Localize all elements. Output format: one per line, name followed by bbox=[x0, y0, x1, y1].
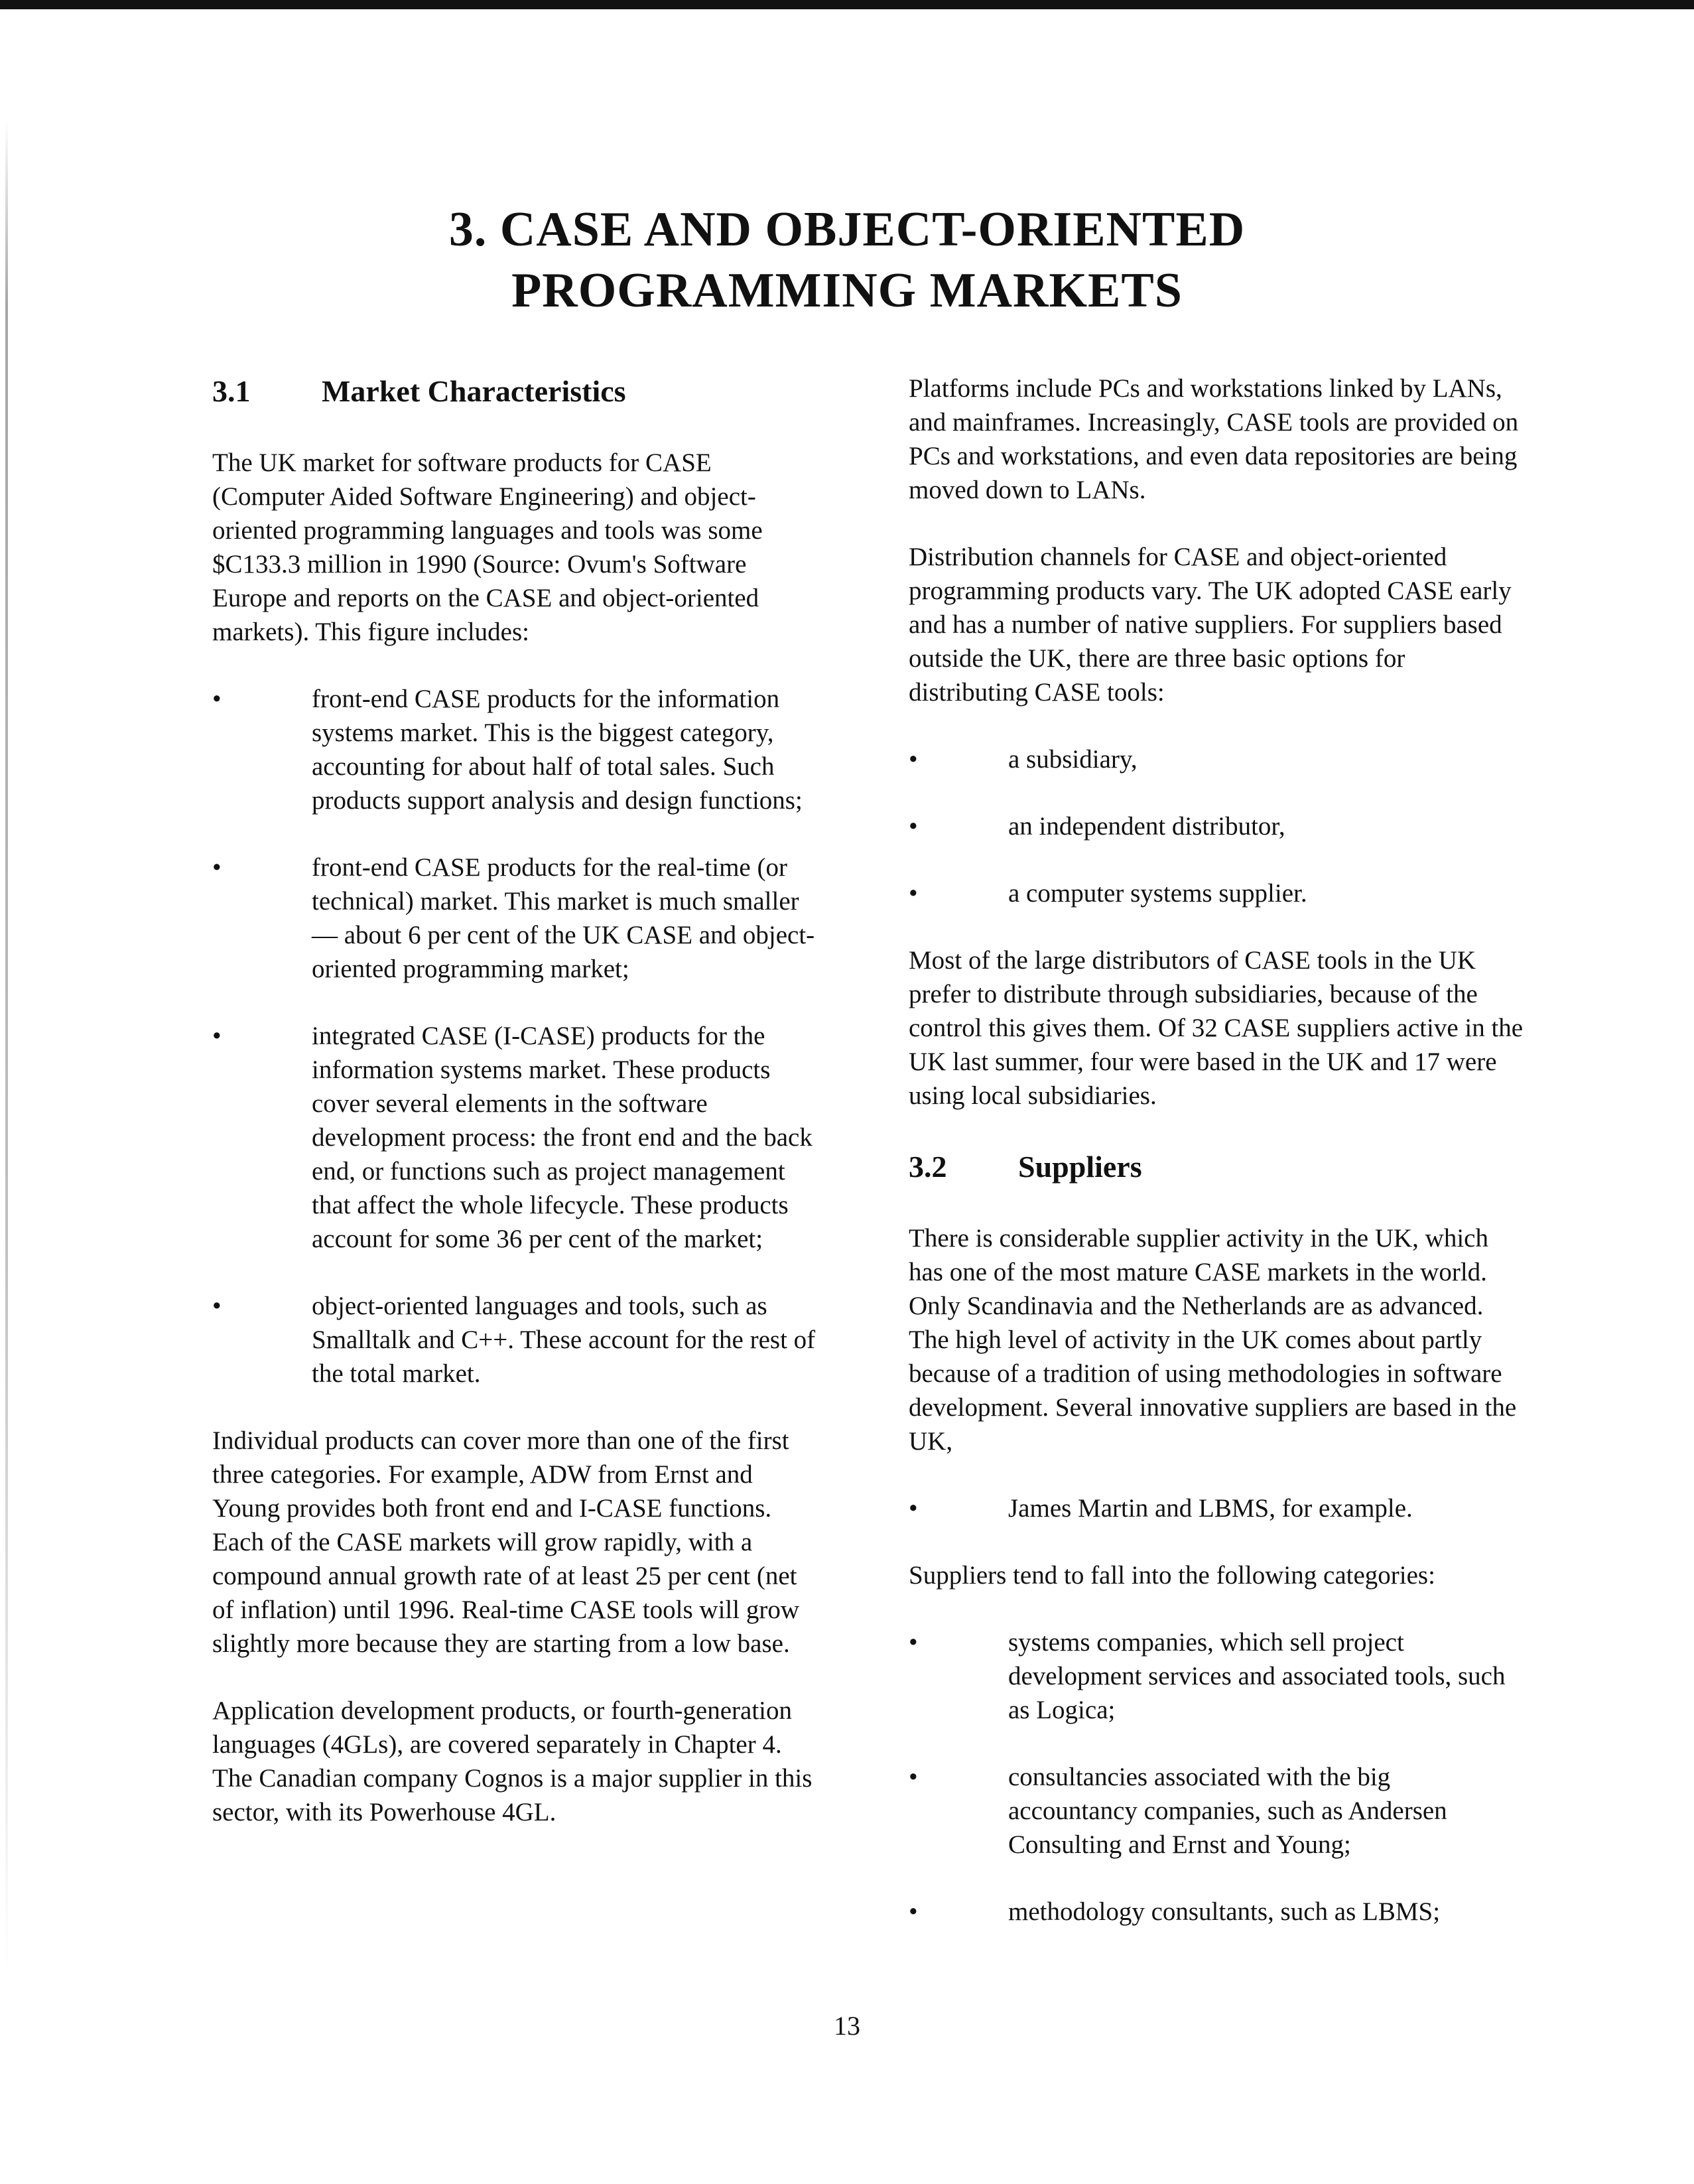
list-item-text: systems companies, which sell project development services and associated tools, such as Logica; bbox=[1008, 1628, 1506, 1724]
right-column bbox=[909, 372, 1526, 1929]
list-item-text: a subsidiary, bbox=[1008, 745, 1138, 774]
section-heading-3-1 bbox=[212, 372, 822, 411]
distribution-options-list bbox=[909, 742, 1526, 910]
list-item-text: object-oriented languages and tools, such as Smalltalk and C++. These account for the rest of the total market. bbox=[312, 1292, 816, 1388]
list-item bbox=[909, 1625, 1526, 1727]
list-item bbox=[909, 809, 1526, 843]
section-title: Market Characteristics bbox=[322, 374, 626, 408]
list-item bbox=[909, 1760, 1526, 1862]
list-item bbox=[909, 876, 1526, 910]
list-item bbox=[909, 1491, 1526, 1525]
list-item-text: an independent distributor, bbox=[1008, 812, 1285, 841]
list-item-text: a computer systems supplier. bbox=[1008, 879, 1307, 908]
market-category-list bbox=[212, 682, 822, 1391]
list-item bbox=[909, 1895, 1526, 1929]
list-item-text: front-end CASE products for the real-time (or technical) market. This market is much smaller — about 6 per cent of the UK CASE and object-oriented programming market; bbox=[312, 853, 815, 983]
list-item-text: integrated CASE (I-CASE) products for the information systems market. These products cover several elements in the software development process: the front end and the back end, or functions such as project management that affect the whole lifecycle. These products account for some 36 per cent of the market; bbox=[312, 1022, 813, 1253]
list-item bbox=[909, 742, 1526, 776]
list-item-text: methodology consultants, such as LBMS; bbox=[1008, 1897, 1441, 1926]
bullet-icon: • bbox=[909, 812, 918, 841]
individual-products-paragraph: Individual products can cover more than one of the first three categories. For example, ADW from Ernst and Young provides both front end and I-CASE functions. Each of the CASE markets will grow rapidly, with a compound annual growth rate of at least 25 per cent (net of inflation) until 1996. Real-time CASE tools will grow slightly more because they are starting from a low base. bbox=[212, 1426, 800, 1658]
bullet-icon: • bbox=[212, 1292, 222, 1320]
section-number: 3.2 bbox=[909, 1150, 947, 1184]
bullet-icon: • bbox=[909, 745, 918, 774]
bullet-icon: • bbox=[909, 1628, 918, 1657]
top-border-rule bbox=[0, 0, 1694, 9]
chapter-title-line-1: 3. CASE AND OBJECT-ORIENTED bbox=[448, 202, 1246, 257]
scan-left-edge bbox=[5, 119, 8, 1977]
list-item bbox=[212, 1289, 822, 1391]
list-item bbox=[212, 682, 822, 817]
supplier-categories-intro: Suppliers tend to fall into the following categories: bbox=[909, 1561, 1435, 1590]
application-development-paragraph: Application development products, or fourth-generation languages (4GLs), are covered separately in Chapter 4. The Canadian company Cognos is a major supplier in this sector, with its Powerhouse 4GL. bbox=[212, 1696, 813, 1826]
section-number: 3.1 bbox=[212, 374, 251, 408]
market-intro-paragraph: The UK market for software products for CASE (Computer Aided Software Engineering) and object-oriented programming languages and tools was some $C133.3 million in 1990 (Source: Ovum's Software Europe and reports on the CASE and object-oriented markets). This figure includes: bbox=[212, 448, 763, 646]
distribution-paragraph: Distribution channels for CASE and object-oriented programming products vary. The UK adopted CASE early and has a number of native suppliers. For suppliers based outside the UK, there are three basic options for distributing CASE tools: bbox=[909, 543, 1512, 707]
supplier-activity-paragraph: There is considerable supplier activity in the UK, which has one of the most mature CASE markets in the world. Only Scandinavia and the Netherlands are as advanced. The high level of activity in the UK comes about partly because of a tradition of using methodologies in software development. Several innovative suppliers are based in the UK, bbox=[909, 1224, 1517, 1456]
list-item-text: front-end CASE products for the information systems market. This is the biggest category, accounting for about half of total sales. Such products support analysis and design functions; bbox=[312, 685, 803, 815]
left-column bbox=[212, 372, 822, 1829]
bullet-icon: • bbox=[212, 853, 222, 882]
bullet-icon: • bbox=[212, 1022, 222, 1050]
chapter-title bbox=[0, 199, 1694, 321]
section-heading-3-2 bbox=[909, 1147, 1526, 1187]
section-title: Suppliers bbox=[1018, 1150, 1142, 1184]
list-item-text: James Martin and LBMS, for example. bbox=[1008, 1494, 1413, 1523]
bullet-icon: • bbox=[909, 879, 918, 908]
bullet-icon: • bbox=[909, 1763, 918, 1791]
distributors-paragraph: Most of the large distributors of CASE tools in the UK prefer to distribute through subsidiaries, because of the control this gives them. Of 32 CASE suppliers active in the UK last summer, four were based in the UK and 17 were using local subsidiaries. bbox=[909, 946, 1524, 1110]
page-number: 13 bbox=[834, 2011, 860, 2041]
bullet-icon: • bbox=[212, 685, 222, 713]
platforms-paragraph: Platforms include PCs and workstations linked by LANs, and mainframes. Increasingly, CASE tools are provided on PCs and workstations, and even data repositories are being moved down to LANs. bbox=[909, 374, 1519, 504]
list-item bbox=[212, 1019, 822, 1256]
list-item bbox=[212, 851, 822, 986]
bullet-icon: • bbox=[909, 1897, 918, 1926]
supplier-categories-list bbox=[909, 1625, 1526, 1929]
chapter-title-line-2: PROGRAMMING MARKETS bbox=[511, 263, 1183, 318]
list-item-text: consultancies associated with the big accountancy companies, such as Andersen Consulting and Ernst and Young; bbox=[1008, 1763, 1447, 1859]
bullet-icon: • bbox=[909, 1494, 918, 1523]
